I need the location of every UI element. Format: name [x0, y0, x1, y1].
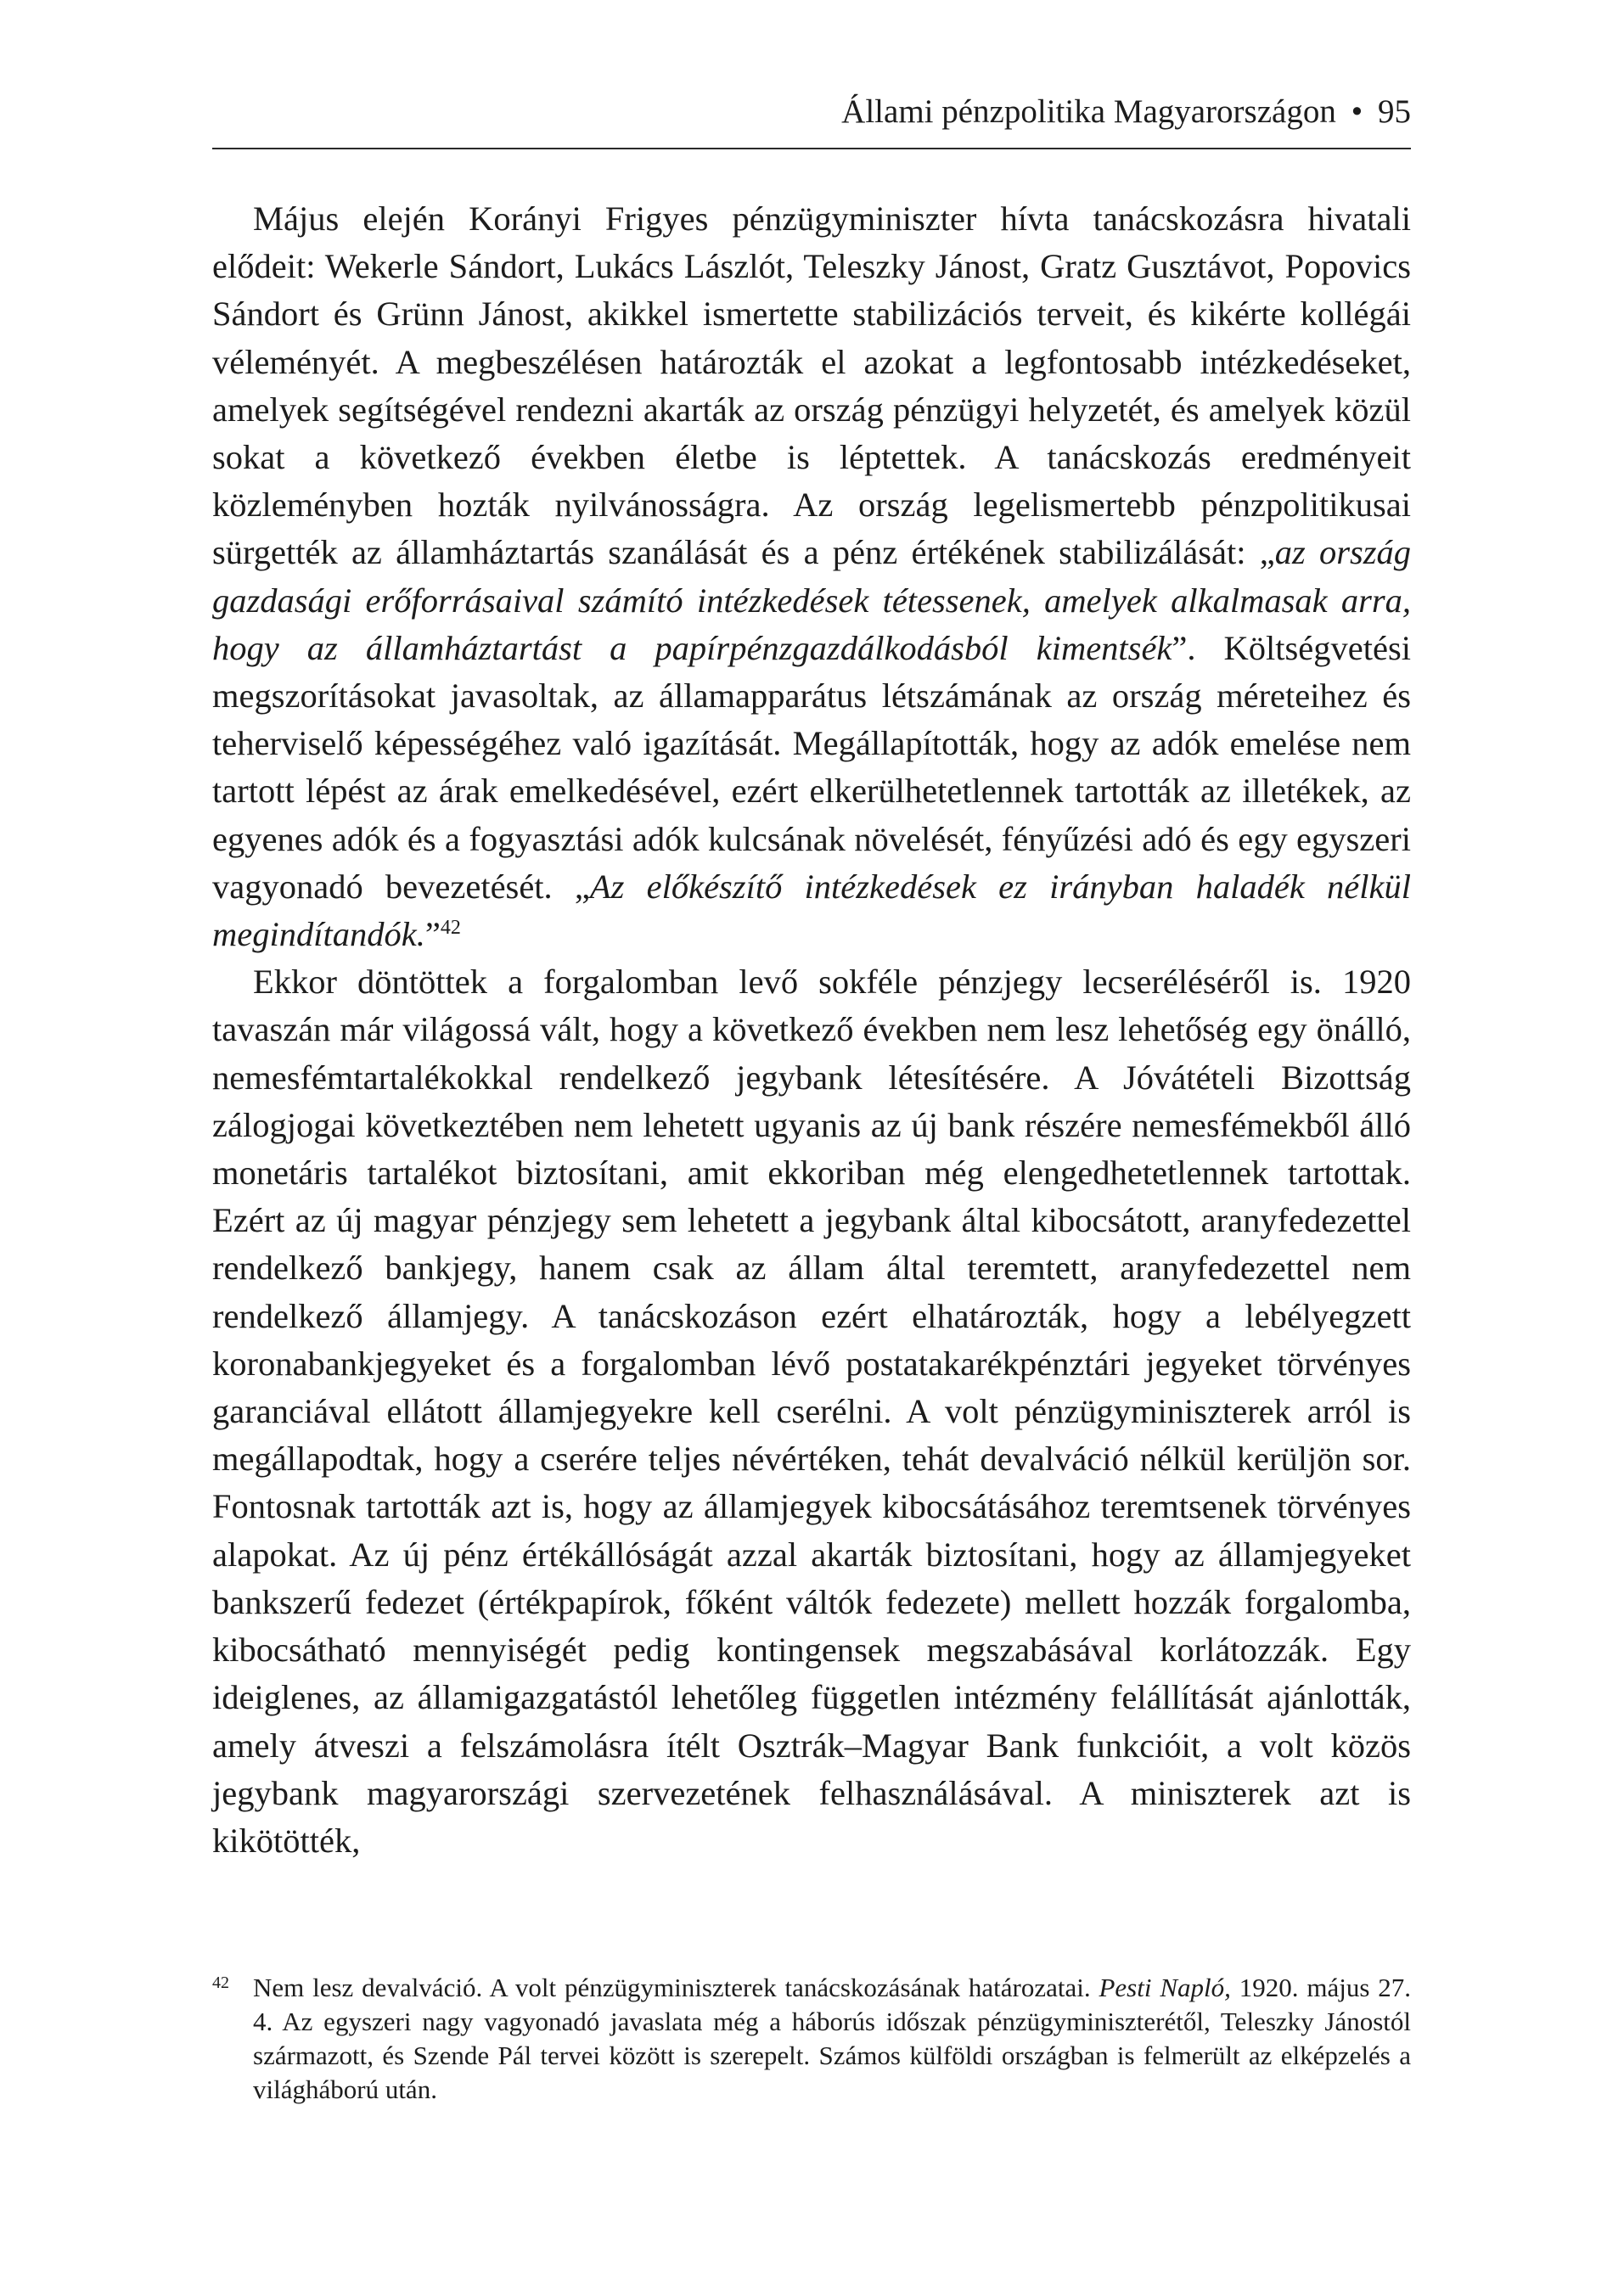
footnote-42: [212, 1971, 1411, 2107]
footnotes: [212, 1971, 1411, 2107]
footnote-number: 42: [212, 1973, 229, 1992]
paragraph-1-text-a: Május elején Korányi Frigyes pénzügyminiszter hívta tanácskozásra hivatali elődeit: Wekerle Sándort, Lukács Lászlót, Teleszky Jánost, Gratz Gusztávot, Popovics Sándort és Grünn Jánost, akikkel ismertette stabilizációs terveit, és kikérte kollégái véleményét. A megbeszélésen határozták el azokat a legfontosabb intézkedéseket, amelyek segítségével rendezni akarták az ország pénzügyi helyzetét, és amelyek közül sokat a következő években életbe is léptettek. A tanácskozás eredményeit közleményben hozták nyilvánosságra. Az ország legelismertebb pénzpolitikusai sürgették az államháztartás szanálását és a pénz értékének stabilizálását: „: [212, 199, 1411, 572]
running-head-title: Állami pénzpolitika Magyarországon: [841, 93, 1336, 130]
paragraph-1: [212, 195, 1411, 958]
page-number: 95: [1378, 93, 1411, 130]
paragraph-1-text-c: ”: [424, 915, 441, 954]
paragraph-1-text-b: ”. Költségvetési megszorításokat javasoltak, az államapparátus létszámának az ország méreteihez és teherviselő képességéhez való igazítását. Megállapították, hogy az adók emelése nem tartott lépést az árak emelkedésével, ezért elkerülhetetlennek tartották az illetékek, az egyenes adók és a fogyasztási adók kulcsának növelését, fényűzési adó és egy egyszeri vagyonadó bevezetését. „: [212, 628, 1412, 906]
footnote-reference: 42: [440, 917, 461, 940]
quote-2: Az előkészítő intézkedések ez irányban haladék nélkül megindítandók.: [212, 867, 1411, 954]
footnote-text-a: Nem lesz devalváció. A volt pénzügyminiszterek tanácskozásának határozatai.: [253, 1973, 1099, 2002]
running-head-separator: •: [1351, 93, 1363, 130]
running-head: [212, 92, 1411, 149]
quote-1: az ország gazdasági erőforrásaival számító intézkedések tétessenek, amelyek alkalmasak arra, hogy az államháztartást a papírpénzgazdálkodásból kimentsék: [212, 533, 1411, 667]
paragraph-2: Ekkor döntöttek a forgalomban levő sokféle pénzjegy lecseréléséről is. 1920 tavaszán már világossá vált, hogy a következő években nem lesz lehetőség egy önálló, nemesfémtartalékokkal rendelkező jegybank létesítésére. A Jóvátételi Bizottság zálogjogai következtében nem lehetett ugyanis az új bank részére nemesfémekből álló monetáris tartalékot biztosítani, amit ekkoriban még elengedhetetlennek tartottak. Ezért az új magyar pénzjegy sem lehetett a jegybank által kibocsátott, aranyfedezettel rendelkező bankjegy, hanem csak az állam által teremtett, aranyfedezettel nem rendelkező államjegy. A tanácskozáson ezért elhatározták, hogy a lebélyegzett koronabankjegyeket és a forgalomban lévő postatakarékpénztári jegyeket törvényes garanciával ellátott államjegyekre kell cserélni. A volt pénzügyminiszterek arról is megállapodtak, hogy a cserére teljes névértéken, tehát devalváció nélkül kerüljön sor. Fontosnak tartották azt is, hogy az államjegyek kibocsátásához teremtsenek törvényes alapokat. Az új pénz értékállóságát azzal akarták biztosítani, hogy az államjegyeket bankszerű fedezet (értékpapírok, főként váltók fedezete) mellett hozzák forgalomba, kibocsátható mennyiségét pedig kontingensek megszabásával korlátozzák. Egy ideiglenes, az államigazgatástól lehetőleg független intézmény felállítását ajánlották, amely átveszi a felszámolásra ítélt Osztrák–Magyar Bank funkcióit, a volt közös jegybank magyarországi szervezetének felhasználásával. A miniszterek azt is kikötötték,: [212, 963, 1411, 1860]
footnote-source: Pesti Napló,: [1099, 1973, 1231, 2002]
main-text: [212, 195, 1411, 1865]
footnote-text-b: 1920. május 27. 4. Az egyszeri nagy vagyonadó javaslata még a háborús időszak pénzügyminiszterétől, Teleszky Jánostól származott, és Szende Pál tervei között is szerepelt. Számos külföldi országban is felmerült az elképzelés a világháború után.: [253, 1973, 1411, 2104]
